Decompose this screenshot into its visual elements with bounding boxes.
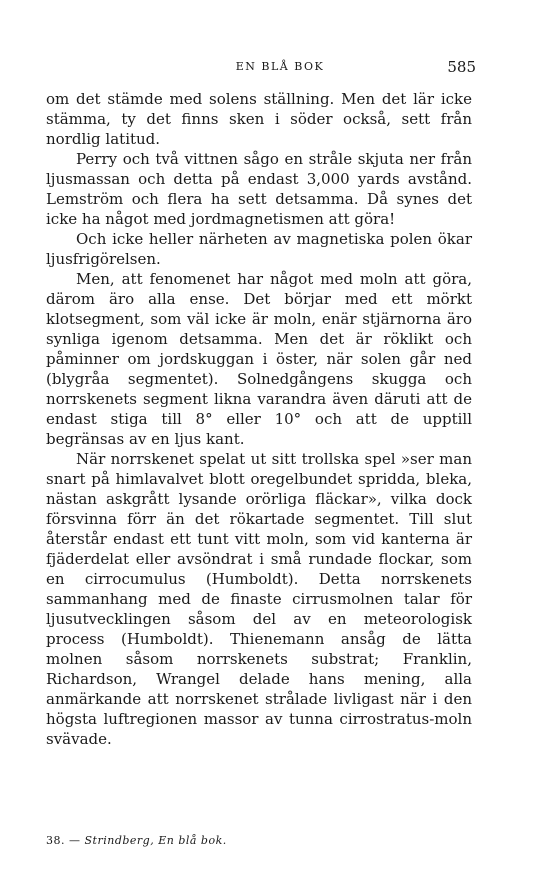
signature-number: 38. — [46,834,81,847]
body-text [46,89,472,749]
running-title: EN BLÅ BOK [235,60,325,73]
paragraph-continued: om det stämde med solens ställning. Men det lär icke stämma, ty det finns sken i söder också, sett från nordlig latitud. [46,90,472,148]
signature-text: Strindberg, En blå bok. [84,834,227,847]
paragraph-clouds: Men, att fenomenet har något med moln att göra, därom äro alla ense. Det börjar med ett mörkt klotsegment, som väl icke är moln, enär stjärnorna äro synliga igenom detsamma. Men det är röklikt och påminner om jordskuggan i öster, när solen går ned (blygråa segmentet). Solnedgångens skugga och norrskenets segment likna varandra även däruti att de endast stiga till 8° eller 10° och att de upptill begränsas av en ljus kant. [46,270,472,448]
paragraph-magnetic-pole: Och icke heller närheten av magnetiska polen ökar ljusfrigörelsen. [46,230,472,268]
paragraph-perry: Perry och två vittnen sågo en stråle skjuta ner från ljusmassan och detta på endast 3,000 yards avstånd. Lemström och flera ha sett detsamma. Då synes det icke ha något med jordmagnetismen att göra! [46,150,472,228]
signature-mark [46,834,227,847]
page-number: 585 [447,58,476,76]
running-head [0,58,560,80]
paragraph-aurora-play: När norrskenet spelat ut sitt trollska spel »ser man snart på himlavalvet blott oregelbundet spridda, bleka, nästan askgrått lysande orörliga fläckar», vilka dock försvinna förr än det rökartade segmentet. Till slut återstår endast ett tunt vitt moln, som vid kanterna är fjäderdelat eller avsöndrat i små rundade flockar, som en cirrocumulus (Humboldt). Detta norrskenets sammanhang med de finaste cirrusmolnen talar för ljusutvecklingen såsom del av en meteorologisk process (Humboldt). Thienemann ansåg de lätta molnen såsom norrskenets substrat; Franklin, Richardson, Wrangel delade hans mening, alla anmärkande att norrskenet strålade livligast när i den högsta luftregionen massor av tunna cirrostratus-moln svävade. [46,450,472,748]
